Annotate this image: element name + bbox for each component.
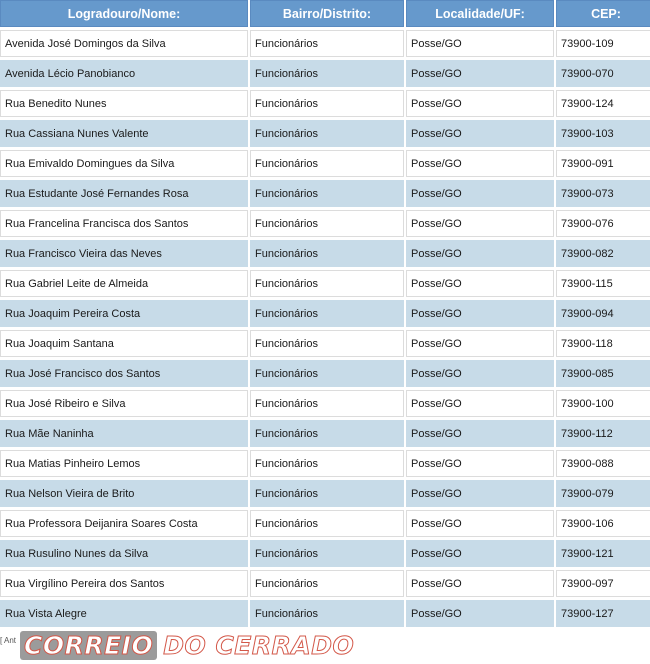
cell-bairro: Funcionários bbox=[250, 60, 404, 87]
table-row bbox=[0, 510, 650, 537]
cell-bairro: Funcionários bbox=[250, 210, 404, 237]
cell-bairro: Funcionários bbox=[250, 90, 404, 117]
cell-localidade: Posse/GO bbox=[406, 510, 554, 537]
cell-bairro: Funcionários bbox=[250, 600, 404, 627]
cell-localidade: Posse/GO bbox=[406, 300, 554, 327]
cell-cep: 73900-118 bbox=[556, 330, 650, 357]
table-row bbox=[0, 540, 650, 567]
column-header-localidade: Localidade/UF: bbox=[406, 0, 554, 27]
cell-bairro: Funcionários bbox=[250, 300, 404, 327]
table-row bbox=[0, 180, 650, 207]
cell-bairro: Funcionários bbox=[250, 510, 404, 537]
cell-localidade: Posse/GO bbox=[406, 360, 554, 387]
watermark-logo bbox=[20, 627, 354, 663]
cell-bairro: Funcionários bbox=[250, 360, 404, 387]
cell-bairro: Funcionários bbox=[250, 240, 404, 267]
cell-bairro: Funcionários bbox=[250, 150, 404, 177]
cell-cep: 73900-076 bbox=[556, 210, 650, 237]
table-row bbox=[0, 570, 650, 597]
cell-localidade: Posse/GO bbox=[406, 420, 554, 447]
cell-localidade: Posse/GO bbox=[406, 570, 554, 597]
cell-cep: 73900-073 bbox=[556, 180, 650, 207]
cell-cep: 73900-082 bbox=[556, 240, 650, 267]
table-row bbox=[0, 30, 650, 57]
table-row bbox=[0, 600, 650, 627]
table-row bbox=[0, 150, 650, 177]
cell-bairro: Funcionários bbox=[250, 390, 404, 417]
cell-cep: 73900-079 bbox=[556, 480, 650, 507]
cell-logradouro: Rua Emivaldo Domingues da Silva bbox=[0, 150, 248, 177]
cell-logradouro: Rua Francisco Vieira das Neves bbox=[0, 240, 248, 267]
cell-cep: 73900-070 bbox=[556, 60, 650, 87]
cell-logradouro: Rua Virgílino Pereira dos Santos bbox=[0, 570, 248, 597]
cell-logradouro: Rua Gabriel Leite de Almeida bbox=[0, 270, 248, 297]
cell-cep: 73900-127 bbox=[556, 600, 650, 627]
cell-localidade: Posse/GO bbox=[406, 210, 554, 237]
table-row bbox=[0, 60, 650, 87]
cell-logradouro: Rua Mãe Naninha bbox=[0, 420, 248, 447]
cell-logradouro: Rua José Ribeiro e Silva bbox=[0, 390, 248, 417]
cell-cep: 73900-103 bbox=[556, 120, 650, 147]
cell-localidade: Posse/GO bbox=[406, 450, 554, 477]
cell-cep: 73900-085 bbox=[556, 360, 650, 387]
cell-localidade: Posse/GO bbox=[406, 270, 554, 297]
table-row bbox=[0, 450, 650, 477]
cell-cep: 73900-094 bbox=[556, 300, 650, 327]
cell-cep: 73900-100 bbox=[556, 390, 650, 417]
cell-localidade: Posse/GO bbox=[406, 30, 554, 57]
cell-cep: 73900-121 bbox=[556, 540, 650, 567]
cell-localidade: Posse/GO bbox=[406, 390, 554, 417]
cell-logradouro: Rua Matias Pinheiro Lemos bbox=[0, 450, 248, 477]
cell-logradouro: Rua José Francisco dos Santos bbox=[0, 360, 248, 387]
cell-bairro: Funcionários bbox=[250, 270, 404, 297]
cell-bairro: Funcionários bbox=[250, 30, 404, 57]
cell-localidade: Posse/GO bbox=[406, 60, 554, 87]
cell-logradouro: Avenida Lécio Panobianco bbox=[0, 60, 248, 87]
cell-cep: 73900-088 bbox=[556, 450, 650, 477]
cell-localidade: Posse/GO bbox=[406, 480, 554, 507]
table-row bbox=[0, 330, 650, 357]
cell-logradouro: Rua Estudante José Fernandes Rosa bbox=[0, 180, 248, 207]
table-row bbox=[0, 300, 650, 327]
column-header-cep: CEP: bbox=[556, 0, 650, 27]
cell-logradouro: Rua Rusulino Nunes da Silva bbox=[0, 540, 248, 567]
cell-bairro: Funcionários bbox=[250, 180, 404, 207]
table-row bbox=[0, 270, 650, 297]
column-header-logradouro: Logradouro/Nome: bbox=[0, 0, 248, 27]
cell-cep: 73900-112 bbox=[556, 420, 650, 447]
cell-localidade: Posse/GO bbox=[406, 240, 554, 267]
table-row bbox=[0, 390, 650, 417]
cell-localidade: Posse/GO bbox=[406, 540, 554, 567]
cell-bairro: Funcionários bbox=[250, 450, 404, 477]
cell-localidade: Posse/GO bbox=[406, 600, 554, 627]
cell-logradouro: Rua Nelson Vieira de Brito bbox=[0, 480, 248, 507]
table-row bbox=[0, 90, 650, 117]
table-row bbox=[0, 120, 650, 147]
watermark-word-correio: CORREIO bbox=[20, 631, 157, 660]
cell-bairro: Funcionários bbox=[250, 420, 404, 447]
cell-localidade: Posse/GO bbox=[406, 120, 554, 147]
cell-logradouro: Rua Joaquim Santana bbox=[0, 330, 248, 357]
cell-cep: 73900-124 bbox=[556, 90, 650, 117]
cell-logradouro: Rua Vista Alegre bbox=[0, 600, 248, 627]
cell-localidade: Posse/GO bbox=[406, 90, 554, 117]
cell-bairro: Funcionários bbox=[250, 120, 404, 147]
cell-logradouro: Rua Cassiana Nunes Valente bbox=[0, 120, 248, 147]
cell-logradouro: Rua Professora Deijanira Soares Costa bbox=[0, 510, 248, 537]
cell-cep: 73900-091 bbox=[556, 150, 650, 177]
cell-cep: 73900-115 bbox=[556, 270, 650, 297]
cell-localidade: Posse/GO bbox=[406, 180, 554, 207]
cell-localidade: Posse/GO bbox=[406, 330, 554, 357]
column-header-bairro: Bairro/Distrito: bbox=[250, 0, 404, 27]
table-row bbox=[0, 480, 650, 507]
cell-cep: 73900-106 bbox=[556, 510, 650, 537]
cell-cep: 73900-097 bbox=[556, 570, 650, 597]
cell-bairro: Funcionários bbox=[250, 570, 404, 597]
table-row bbox=[0, 360, 650, 387]
cell-logradouro: Avenida José Domingos da Silva bbox=[0, 30, 248, 57]
cell-logradouro: Rua Benedito Nunes bbox=[0, 90, 248, 117]
cell-localidade: Posse/GO bbox=[406, 150, 554, 177]
cell-cep: 73900-109 bbox=[556, 30, 650, 57]
cell-logradouro: Rua Joaquim Pereira Costa bbox=[0, 300, 248, 327]
cell-bairro: Funcionários bbox=[250, 330, 404, 357]
table-row bbox=[0, 210, 650, 237]
table-row bbox=[0, 240, 650, 267]
watermark-word-do-cerrado: DO CERRADO bbox=[163, 630, 355, 660]
pagination-link-previous[interactable]: [ Ant bbox=[0, 636, 17, 645]
table-header-row bbox=[0, 0, 650, 27]
cell-bairro: Funcionários bbox=[250, 540, 404, 567]
cell-logradouro: Rua Francelina Francisca dos Santos bbox=[0, 210, 248, 237]
table-row bbox=[0, 420, 650, 447]
cell-bairro: Funcionários bbox=[250, 480, 404, 507]
